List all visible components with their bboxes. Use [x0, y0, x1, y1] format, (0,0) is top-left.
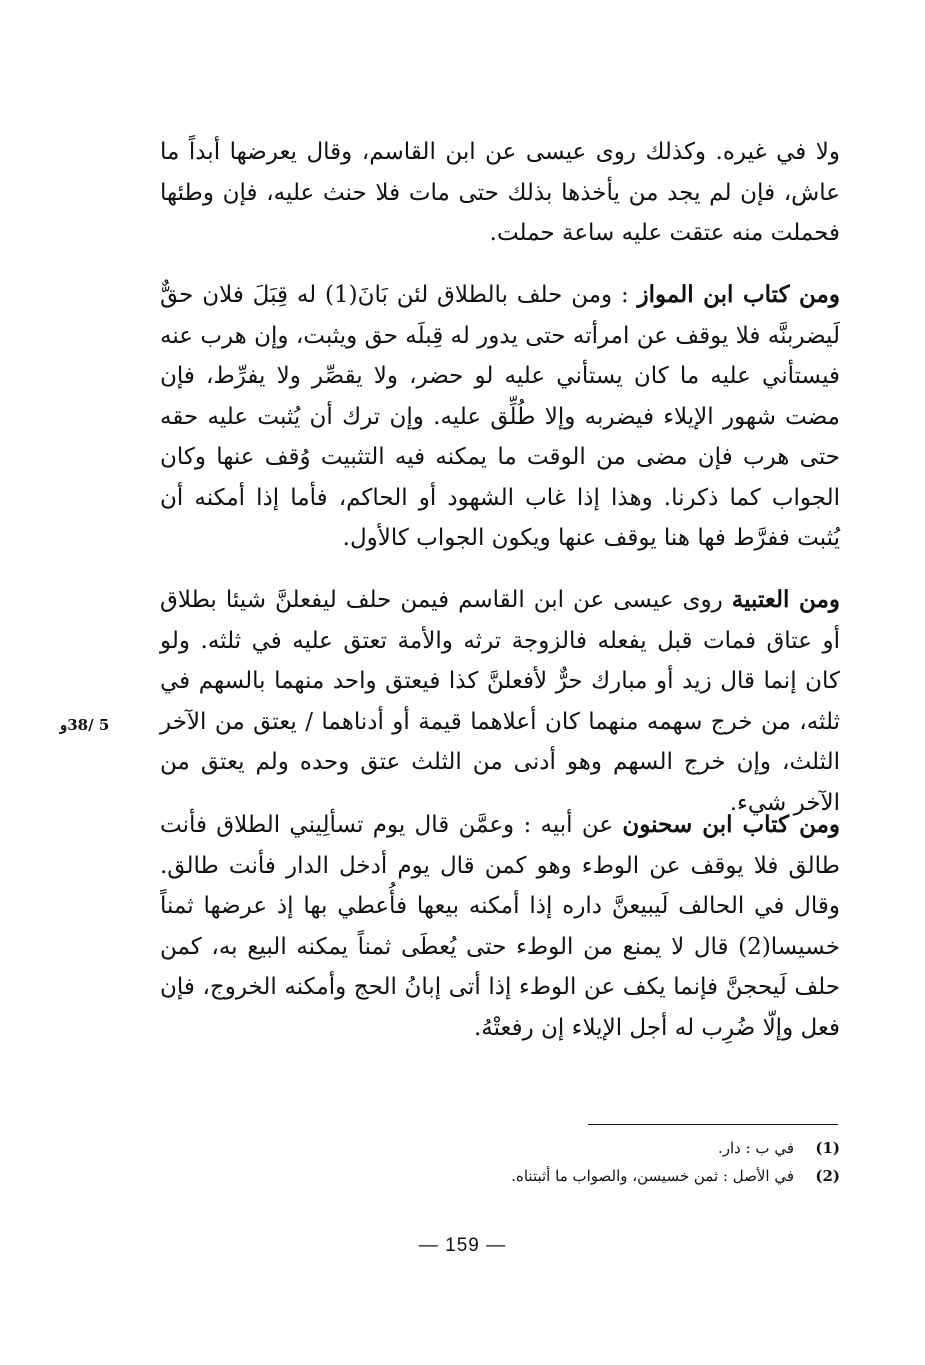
paragraph-2-heading: ومن كتاب ابن المواز [637, 281, 840, 308]
footnote-2 [160, 1162, 840, 1190]
footnote-2-text: في الأصل : ثمن خسيسن، والصواب ما أثبتناه. [511, 1167, 794, 1185]
paragraph-4-text: عن أبيه : وعمَّن قال يوم تسألِيني الطلاق فأنت طالق فلا يوقف عن الوطء وهو كمن قال يوم أدخل الدار فأنت طالق. وقال في الحالف لَيبيعنَّ داره إذا أمكنه بيعها فأُعطي بها إذ عرضها ثمناً خسيسا(2) قال لا يمنع من الوطء حتى يُعطَى ثمناً يمكنه البيع به، كمن حلف لَيحجنَّ فإنما يكف عن الوطء إذا أتى إبانُ الحج وأمكنه الخروج، فإن فعل وإلّا ضُرِب له أجل الإيلاء إن رفعتْهُ. [160, 812, 840, 1041]
paragraph-3 [160, 580, 840, 823]
paragraph-2-text: : ومن حلف بالطلاق لئن بَانَ(1) له قِبَلَ فلان حقٌّ لَيضربنَّه فلا يوقف عن امرأته حتى يدور له قِبلَه حق ويثبت، وإن هرب عنه فيستأني عليه ما كان يستأني عليه لو حضر، ولا يقصِّر ولا يفرِّط، فإن مضت شهور الإيلاء فيضربه وإلا طُلِّق عليه. وإن ترك أن يُثبت عليه حقه حتى هرب فإن مضى من الوقت ما يمكنه فيه التثبيت وُقف عنها وكان الجواب كما ذكرنا. وهذا إذا غاب الشهود أو الحاكم، فأما إذا أمكنه أن يُثبت ففرَّط فها هنا يوقف عنها ويكون الجواب كالأول. [160, 282, 840, 551]
paragraph-4 [160, 805, 840, 1048]
footnote-1 [160, 1134, 840, 1162]
paragraph-4-heading: ومن كتاب ابن سحنون [622, 811, 841, 838]
paragraph-3-text: روى عيسى عن ابن القاسم فيمن حلف ليفعلنَّ شيئا بطلاق أو عتاق فمات قبل يفعله فالزوجة ترثه والأمة تعتق عليه في ثلثه. ولو كان إنما قال زيد أو مبارك حرٌّ لأفعلنَّ كذا فيعتق واحد منهما بالسهم في ثلثه، من خرج سهمه منهما كان أعلاهما قيمة أو أدناهما / يعتق من الآخر الثلث، وإن خرج السهم وهو أدنى من الثلث عتق وحده ولم يعتق من الآخر شيء. [160, 587, 840, 816]
footnote-1-text: في ب : دار. [717, 1139, 794, 1157]
footnote-divider [588, 1124, 838, 1125]
footnote-2-number: (2) [815, 1167, 840, 1185]
page-number: — 159 — [418, 1235, 507, 1256]
footnotes [160, 1134, 840, 1190]
paragraph-1-text: ولا في غيره. وكذلك روى عيسى عن ابن القاسم، وقال يعرضها أبداً ما عاش، فإن لم يجد من يأخذها بذلك حتى مات فلا حنث عليه، فإن وطئها فحملت منه عتقت عليه ساعة حملت. [160, 139, 840, 246]
manuscript-folio-note: 5 /38و [60, 716, 110, 734]
paragraph-2 [160, 275, 840, 559]
footnote-1-number: (1) [815, 1139, 840, 1157]
paragraph-1 [160, 132, 840, 254]
paragraph-3-heading: ومن العتبية [731, 586, 840, 613]
